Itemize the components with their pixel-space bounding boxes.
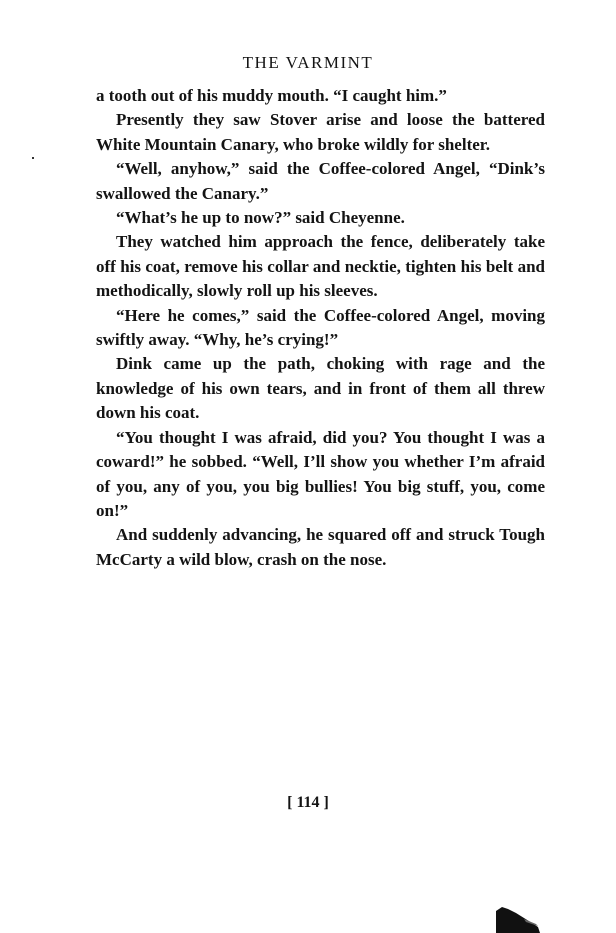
stray-speck (32, 157, 34, 159)
paragraph-8: “You thought I was afraid, did you? You thought I was a coward!” he sobbed. “Well, I’ll show you whether I’m afraid of you, any of you, you big bullies! You big stuff, you, come on!” (96, 427, 545, 520)
paragraph-3: “Well, anyhow,” said the Coffee-colored Angel, “Dink’s swallowed the Canary.” (96, 159, 545, 203)
scan-thumb-shadow (494, 905, 540, 933)
page-number: [ 114 ] (287, 794, 329, 811)
paragraph-2: Presently they saw Stover arise and loose the battered White Mountain Canary, who broke wildly for shelter. (96, 110, 545, 154)
paragraph-5: They watched him approach the fence, deliberately take off his coat, remove his collar and necktie, tighten his belt and methodically, slowly roll up his sleeves. (96, 232, 545, 301)
paragraph-1: a tooth out of his muddy mouth. “I caught him.” (96, 86, 447, 105)
running-head: THE VARMINT (242, 53, 374, 72)
paragraph-7: Dink came up the path, choking with rage and the knowledge of his own tears, and in front of them all threw down his coat. (96, 354, 545, 423)
paragraph-6: “Here he comes,” said the Coffee-colored Angel, moving swiftly away. “Why, he’s crying!” (96, 305, 545, 350)
page-body (96, 84, 545, 572)
paragraph-9: And suddenly advancing, he squared off and struck Tough McCarty a wild blow, crash on the nose. (96, 525, 545, 569)
paragraph-4: “What’s he up to now?” said Cheyenne. (116, 208, 405, 228)
